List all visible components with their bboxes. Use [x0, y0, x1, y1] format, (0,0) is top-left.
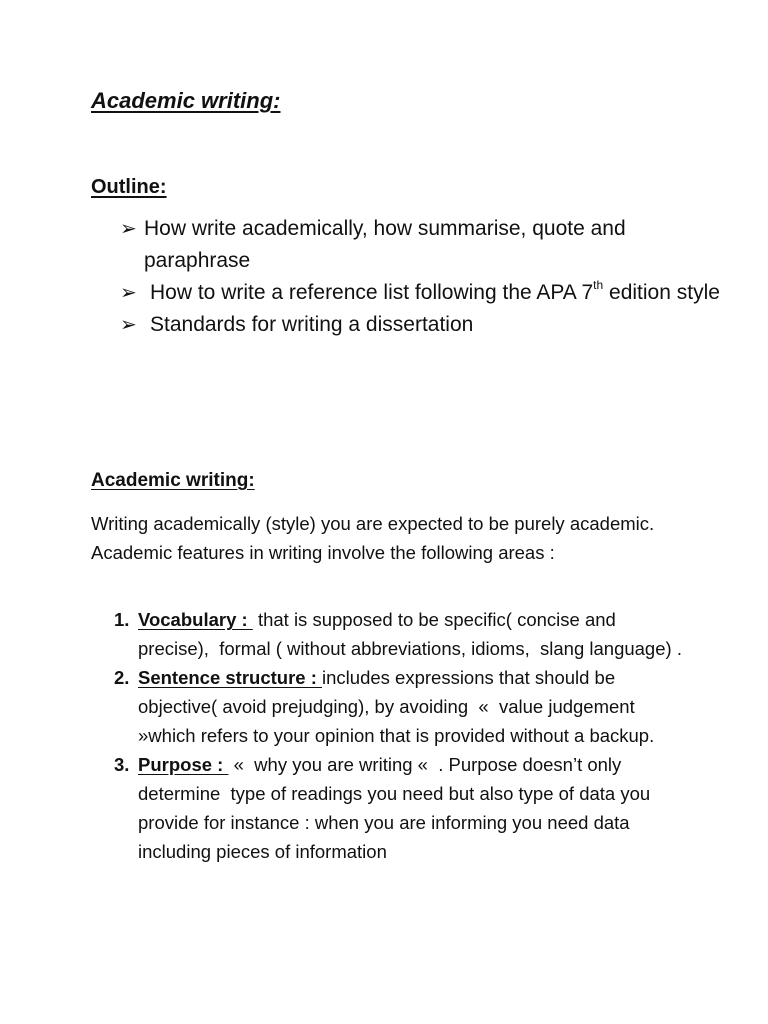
outline-item-text: How write academically, how summarise, quote and paraphrase: [144, 217, 626, 272]
feature-term: Vocabulary :: [138, 609, 253, 630]
list-item: [114, 663, 684, 750]
outline-item: [120, 277, 720, 309]
outline-item-text: Standards for writing a dissertation: [150, 313, 474, 336]
superscript: th: [593, 278, 604, 292]
outline-item-tail: edition style: [603, 281, 720, 304]
feature-description: includes expressions that should be objective( avoid prejudging), by avoiding « value judgement »which refers to your opinion that is provided without a backup.: [138, 667, 655, 746]
list-item: [114, 750, 684, 866]
features-list: [114, 605, 684, 866]
outline-heading: Outline:: [91, 176, 167, 198]
feature-term: Purpose :: [138, 754, 229, 775]
outline-item: [120, 213, 720, 277]
arrow-bullet-icon: ➢: [120, 314, 137, 336]
feature-term: Sentence structure :: [138, 667, 323, 688]
intro-paragraph: Writing academically (style) you are expected to be purely academic. Academic features in writing involve the following areas :: [91, 513, 655, 563]
document-title: Academic writing:: [91, 88, 281, 113]
list-number: 3.: [114, 754, 130, 775]
outline-item-text: How to write a reference list following the APA 7: [150, 281, 594, 304]
feature-description: that is supposed to be specific( concise and precise), formal ( without abbreviations, idioms, slang language) .: [138, 609, 682, 659]
list-item: [114, 605, 684, 663]
arrow-bullet-icon: ➢: [120, 282, 137, 304]
list-number: 2.: [114, 667, 130, 688]
outline-list: [120, 213, 720, 341]
section-heading: Academic writing:: [91, 470, 255, 491]
list-number: 1.: [114, 609, 130, 630]
outline-item: [120, 309, 720, 341]
feature-description: « why you are writing « . Purpose doesn’t only determine type of readings you need but also type of data you provide for instance : when you are informing you need data including pieces of information: [138, 754, 656, 862]
arrow-bullet-icon: ➢: [120, 218, 137, 240]
